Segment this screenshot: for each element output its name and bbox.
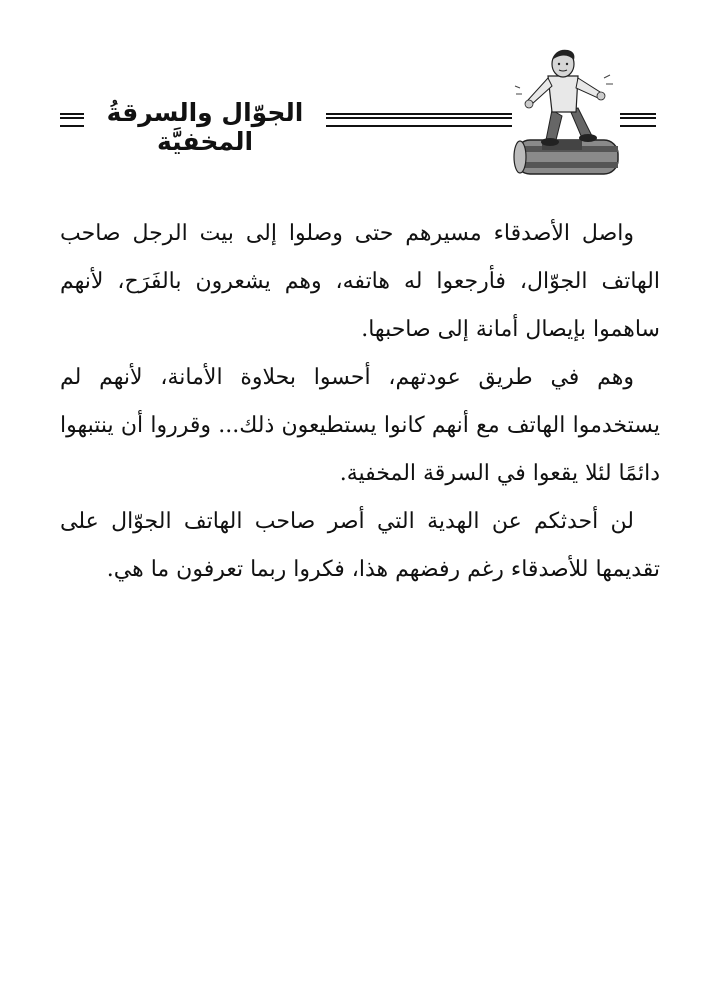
decorative-rule-left: [60, 113, 84, 127]
chapter-title: الجوّال والسرقةُ المخفيَّة: [106, 98, 304, 156]
barrel-icon: [514, 140, 618, 174]
story-body: [60, 210, 660, 594]
story-paragraph: لن أحدثكم عن الهدية التي أصر صاحب الهاتف الجوّال على تقديمها للأصدقاء رغم رفضهم هذا، فكروا ربما تعرفون ما هي.: [60, 509, 660, 582]
story-paragraph: وهم في طريق عودتهم، أحسوا بحلاوة الأمانة، لأنهم لم يستخدموا الهاتف مع أنهم كانوا يستطيعون ذلك... وقرروا أن ينتبهوا دائمًا لئلا يقعوا في السرقة المخفية.: [60, 365, 660, 486]
boy-on-barrel-illustration: [512, 48, 622, 176]
story-paragraph: واصل الأصدقاء مسيرهم حتى وصلوا إلى بيت الرجل صاحب الهاتف الجوّال، فأرجعوا له هاتفه، وهم يشعرون بالفَرَح، لأنهم ساهموا بإيصال أمانة إلى صاحبها.: [60, 221, 660, 342]
decorative-rule-right: [620, 113, 656, 127]
boy-figure-icon: [515, 50, 613, 146]
chapter-header: [0, 48, 720, 178]
decorative-rule-middle: [326, 113, 512, 127]
